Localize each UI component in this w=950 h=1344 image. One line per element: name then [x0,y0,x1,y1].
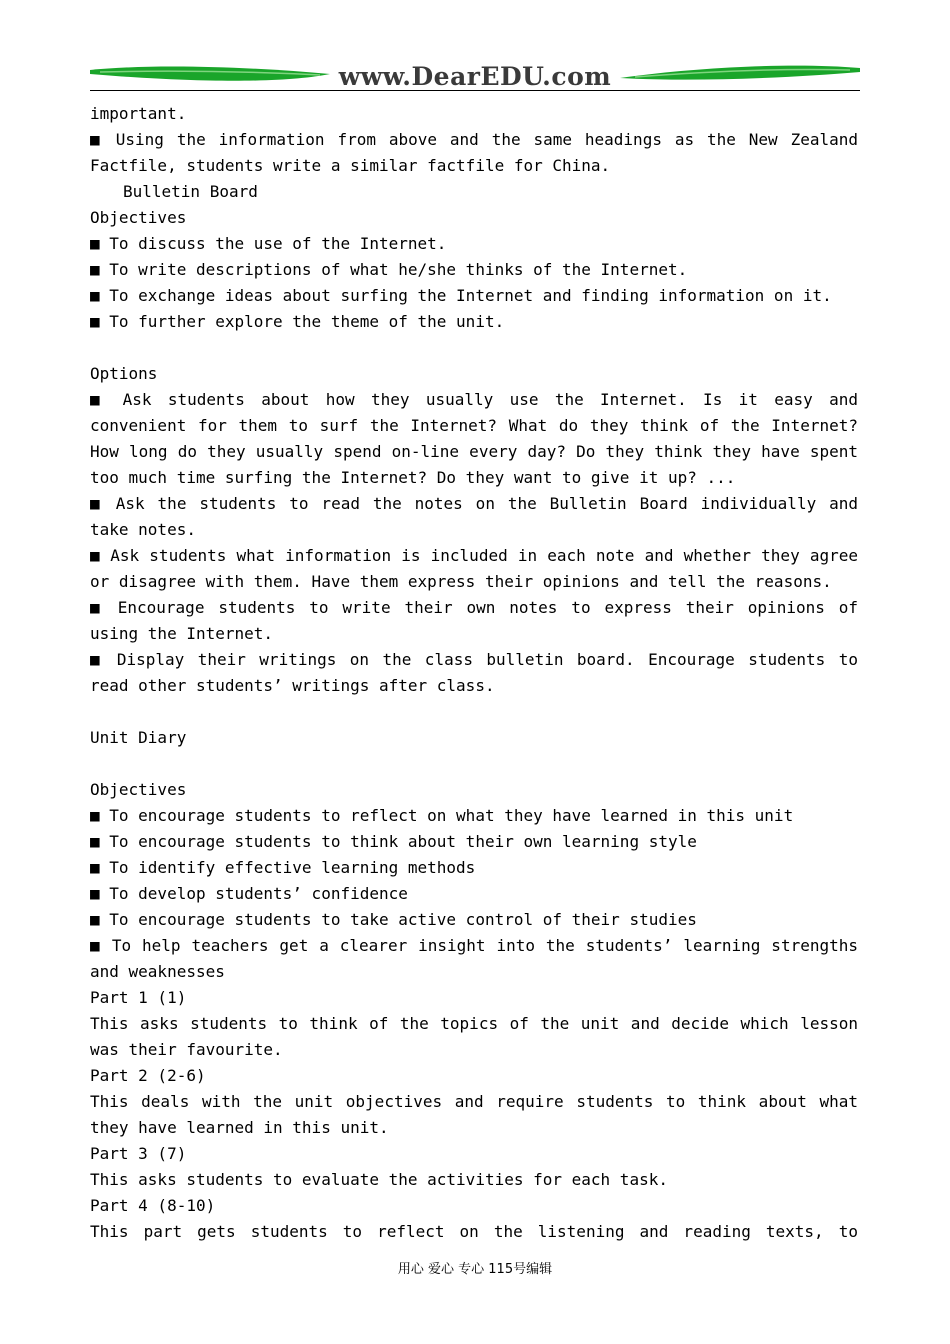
list-item: ■ Ask the students to read the notes on the Bulletin Board individually and [90,494,858,513]
subheading: Objectives [90,208,187,227]
text-line: Factfile, students write a similar factfile for China. [90,156,611,175]
text-line: How long do they usually spend on-line every day? Do they think they have spent [90,442,858,461]
blank-line [90,751,858,777]
subheading: Objectives [90,780,187,799]
section-heading: Bulletin Board [123,182,258,201]
section-heading: Unit Diary [90,728,187,747]
part-heading: Part 1 (1) [90,988,187,1007]
document-body [90,101,858,1245]
list-item: ■ To write descriptions of what he/she thinks of the Internet. [90,260,688,279]
text-line: or disagree with them. Have them express their opinions and tell the reasons. [90,572,832,591]
text-line: important. [90,104,187,123]
text-line: This deals with the unit objectives and require students to think about what [90,1092,858,1111]
text-line: This asks students to evaluate the activities for each task. [90,1170,668,1189]
list-item: ■ To help teachers get a clearer insight into the students’ learning strengths [90,936,858,955]
list-item: ■ To develop students’ confidence [90,884,408,903]
header-divider [90,90,860,91]
part-heading: Part 4 (8-10) [90,1196,216,1215]
list-item: ■ Ask students about how they usually use the Internet. Is it easy and [90,390,858,409]
text-line: This part gets students to reflect on the listening and reading texts, to [90,1222,858,1241]
text-line: was their favourite. [90,1040,283,1059]
text-line: too much time surfing the Internet? Do they want to give it up? ... [90,468,736,487]
subheading: Options [90,364,158,383]
part-heading: Part 3 (7) [90,1144,187,1163]
blank-line [90,335,858,361]
list-item: ■ To further explore the theme of the unit. [90,312,505,331]
page-header [90,60,860,92]
text-line: they have learned in this unit. [90,1118,389,1137]
text-line: and weaknesses [90,962,225,981]
text-line: ■ Using the information from above and the same headings as the New Zealand [90,130,858,149]
text-line: take notes. [90,520,196,539]
site-logo[interactable]: www.DearEDU.com [338,62,612,91]
list-item: ■ To encourage students to reflect on what they have learned in this unit [90,806,794,825]
list-item: ■ Display their writings on the class bulletin board. Encourage students to [90,650,858,669]
list-item: ■ To encourage students to take active control of their studies [90,910,697,929]
list-item: ■ To encourage students to think about their own learning style [90,832,697,851]
page-footer: 用心 爱心 专心 115号编辑 [397,1262,553,1277]
part-heading: Part 2 (2-6) [90,1066,206,1085]
text-line: convenient for them to surf the Internet? What do they think of the Internet? [90,416,858,435]
list-item: ■ To discuss the use of the Internet. [90,234,447,253]
blank-line [90,699,858,725]
text-line: This asks students to think of the topics of the unit and decide which lesson [90,1014,858,1033]
list-item: ■ Encourage students to write their own notes to express their opinions of [90,598,858,617]
text-line: using the Internet. [90,624,274,643]
list-item: ■ To exchange ideas about surfing the Internet and finding information on it. [90,286,832,305]
text-line: read other students’ writings after class. [90,676,495,695]
list-item: ■ To identify effective learning methods [90,858,476,877]
list-item: ■ Ask students what information is included in each note and whether they agree [90,546,858,565]
